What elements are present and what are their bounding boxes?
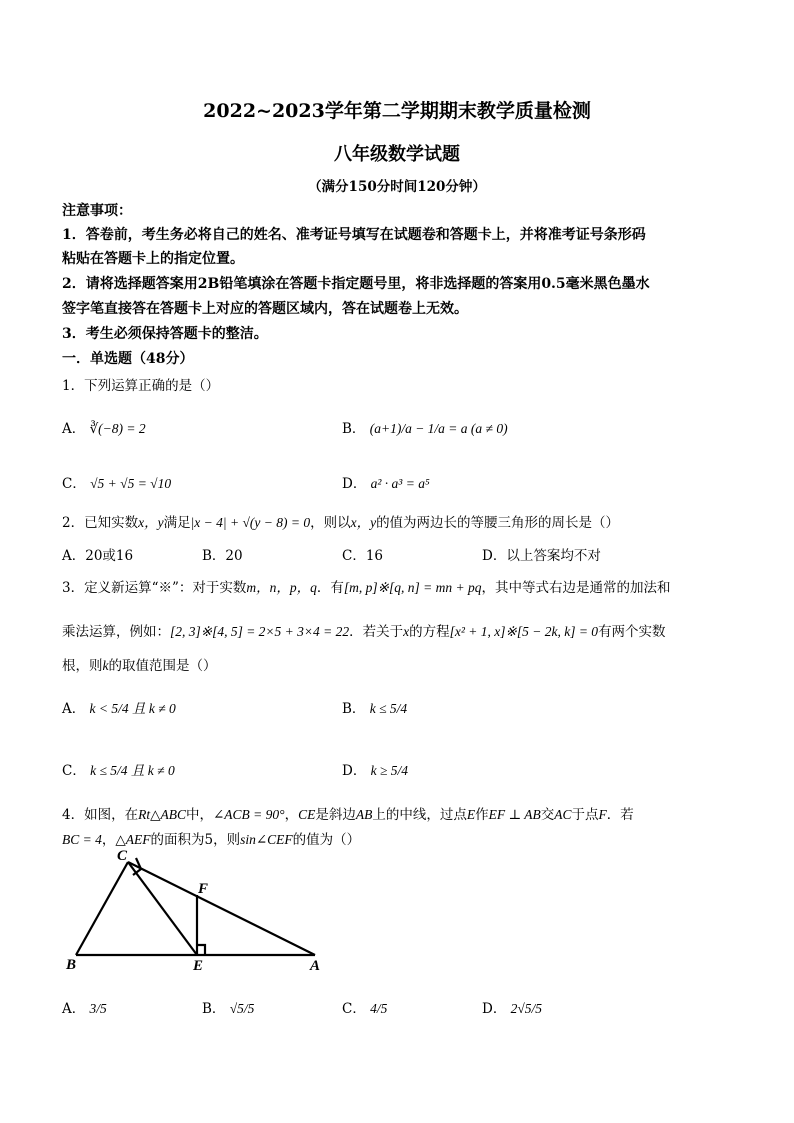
q3-option-d[interactable]	[342, 759, 408, 779]
q4-ab: AB	[355, 807, 373, 822]
label-e: E	[193, 958, 204, 973]
q2-stem-condition: |x − 4| + √(y − 8) = 0	[190, 515, 311, 530]
q3-option-a-expr: k < 5/4 且 k ≠ 0	[89, 701, 176, 716]
q4-point-f: F	[598, 807, 607, 822]
q4-triangle-aef: △AEF	[115, 832, 151, 847]
q3-equation: [x² + 1, x]※[5 − 2k, k] = 0	[449, 624, 599, 639]
q3-option-d-expr: k ≥ 5/4	[370, 763, 409, 778]
q3-text-8: 根，则	[62, 658, 103, 674]
q1-option-d-expr: a² · a³ = a⁵	[370, 476, 430, 491]
label-b: B	[66, 957, 77, 973]
q3-text-4: 乘法运算，例如：	[62, 624, 170, 640]
q3-option-c-expr: k ≤ 5/4 且 k ≠ 0	[90, 763, 175, 778]
q4-option-c-expr: 4/5	[370, 1001, 388, 1016]
q4-option-d-label: D．	[482, 1001, 507, 1017]
q1-option-b-expr: (a+1)/a − 1/a = a (a ≠ 0)	[369, 421, 508, 436]
q4-option-a[interactable]	[62, 997, 107, 1017]
q3-vars: m，n，p，q	[246, 580, 317, 595]
note-2-line-2: 签字笔直接答在答题卡上对应的答题区域内，答在试题卷上无效。	[62, 301, 468, 317]
q4-option-c-label: C．	[342, 1001, 366, 1017]
q3-text-3: ，其中等式右边是通常的加法和	[481, 580, 671, 596]
q4-ac: AC	[554, 807, 572, 822]
q3-option-d-label: D．	[342, 763, 367, 779]
q3-text-9: 的取值范围是（）	[108, 658, 217, 674]
q1-option-c-expr: √5 + √5 = √10	[90, 476, 172, 491]
q4-triangle: Rt△ABC	[138, 807, 186, 822]
q4-bc: BC = 4	[62, 832, 102, 847]
q4-text-5: 上的中线，过点	[372, 807, 467, 823]
q2-option-b[interactable]: B．20	[202, 548, 243, 564]
q4-stem-line-2	[62, 828, 360, 848]
q3-stem-line-3	[62, 654, 217, 674]
q4-text-4: 是斜边	[315, 807, 356, 823]
q3-example: [2, 3]※[4, 5] = 2×5 + 3×4 = 22	[170, 624, 350, 639]
q3-option-b[interactable]	[342, 697, 407, 717]
note-1-line-1: 1．答卷前，考生务必将自己的姓名、准考证号填写在试题卷和答题卡上，并将准考证号条形码	[62, 227, 646, 243]
q4-text-11: 的面积为5，则	[150, 832, 241, 848]
q4-text-1: 4．如图，在	[62, 807, 139, 823]
exam-title: 2022~2023学年第二学期期末教学质量检测	[203, 100, 591, 122]
q3-definition: [m, p]※[q, n] = mn + pq	[343, 580, 482, 595]
q4-option-b-expr: √5/5	[229, 1001, 255, 1016]
segment-ce	[128, 862, 197, 955]
label-f: F	[198, 881, 209, 897]
q4-text-10: ，	[101, 832, 116, 848]
q1-option-b-label: B．	[342, 421, 366, 437]
q4-sin: sin∠CEF	[240, 832, 293, 847]
q1-option-b[interactable]	[342, 417, 508, 437]
q4-option-a-expr: 3/5	[89, 1001, 107, 1016]
q4-option-a-label: A．	[62, 1001, 86, 1017]
q3-text-2: ．有	[316, 580, 344, 596]
q4-text-9: ．若	[606, 807, 634, 823]
q4-angle: ∠ACB = 90°	[212, 807, 285, 822]
notes-heading: 注意事项：	[62, 203, 132, 219]
q3-stem-line-2	[62, 620, 666, 640]
label-a: A	[310, 958, 321, 973]
q4-point-e: E	[466, 807, 476, 822]
q3-stem-line-1	[62, 576, 670, 596]
q4-ce: CE	[298, 807, 316, 822]
q3-x: x	[403, 624, 410, 639]
section-heading: 一．单选题（48分）	[62, 351, 194, 367]
q1-option-a[interactable]	[62, 417, 146, 437]
note-2-line-1: 2．请将选择题答案用2B铅笔填涂在答题卡指定题号里，将非选择题的答案用0.5毫米黑色墨水	[62, 276, 650, 292]
q4-text-3: ，	[284, 807, 299, 823]
q4-option-b-label: B．	[202, 1001, 226, 1017]
q2-stem-vars-2: x，y	[350, 515, 377, 530]
q4-option-d-expr: 2√5/5	[510, 1001, 543, 1016]
q3-k: k	[102, 658, 109, 673]
q1-option-c-label: C．	[62, 476, 86, 492]
q3-option-c-label: C．	[62, 763, 86, 779]
q2-option-d[interactable]: D．以上答案均不对	[482, 548, 601, 564]
q4-text-6: 作	[475, 807, 489, 823]
q4-perp: EF ⊥ AB	[488, 807, 541, 822]
note-3: 3．考生必须保持答题卡的整洁。	[62, 326, 268, 342]
q3-option-a-label: A．	[62, 701, 86, 717]
exam-info: （满分150分时间120分钟）	[308, 179, 486, 195]
q2-stem-text-1: 2．已知实数	[62, 515, 139, 531]
q1-option-a-expr: ∛(−8) = 2	[89, 421, 146, 436]
q2-stem-vars: x，y	[138, 515, 164, 530]
label-c: C	[117, 848, 128, 864]
q1-stem: 1．下列运算正确的是（）	[62, 378, 220, 394]
segment-bc	[76, 862, 128, 955]
q1-option-d-label: D．	[342, 476, 367, 492]
q3-option-b-expr: k ≤ 5/4	[369, 701, 408, 716]
q4-option-d[interactable]	[482, 997, 542, 1017]
q4-text-7: 交	[540, 807, 555, 823]
q3-text-6: 的方程	[409, 624, 450, 640]
q4-text-2: 中，	[185, 807, 213, 823]
q3-option-c[interactable]	[62, 759, 175, 779]
q4-triangle-figure	[60, 848, 330, 973]
q4-stem-line-1	[62, 803, 634, 823]
q3-text-1: 3．定义新运算“※”：对于实数	[62, 580, 247, 596]
right-angle-e	[197, 945, 205, 955]
q4-text-12: 的值为（）	[292, 832, 361, 848]
q2-option-c[interactable]: C．16	[342, 548, 384, 564]
q2-option-a[interactable]: A．20或16	[62, 548, 134, 564]
q1-option-d[interactable]	[342, 472, 430, 492]
exam-subtitle: 八年级数学试题	[334, 144, 460, 165]
q2-stem-text-2: 满足	[163, 515, 191, 531]
q1-option-a-label: A．	[62, 421, 86, 437]
q2-stem-text-4: 的值为两边长的等腰三角形的周长是（）	[376, 515, 620, 531]
q3-option-b-label: B．	[342, 701, 366, 717]
q4-text-8: 于点	[571, 807, 599, 823]
q3-text-5: ．若关于	[349, 624, 404, 640]
q4-option-c[interactable]	[342, 997, 387, 1017]
segment-ca	[128, 862, 315, 955]
q3-option-a[interactable]	[62, 697, 176, 717]
q4-option-b[interactable]	[202, 997, 254, 1017]
note-1-line-2: 粘贴在答题卡上的指定位置。	[62, 251, 244, 267]
q3-text-7: 有两个实数	[598, 624, 666, 640]
q2-stem	[62, 511, 619, 531]
q2-stem-text-3: ，则以	[310, 515, 351, 531]
q1-option-c[interactable]	[62, 472, 171, 492]
